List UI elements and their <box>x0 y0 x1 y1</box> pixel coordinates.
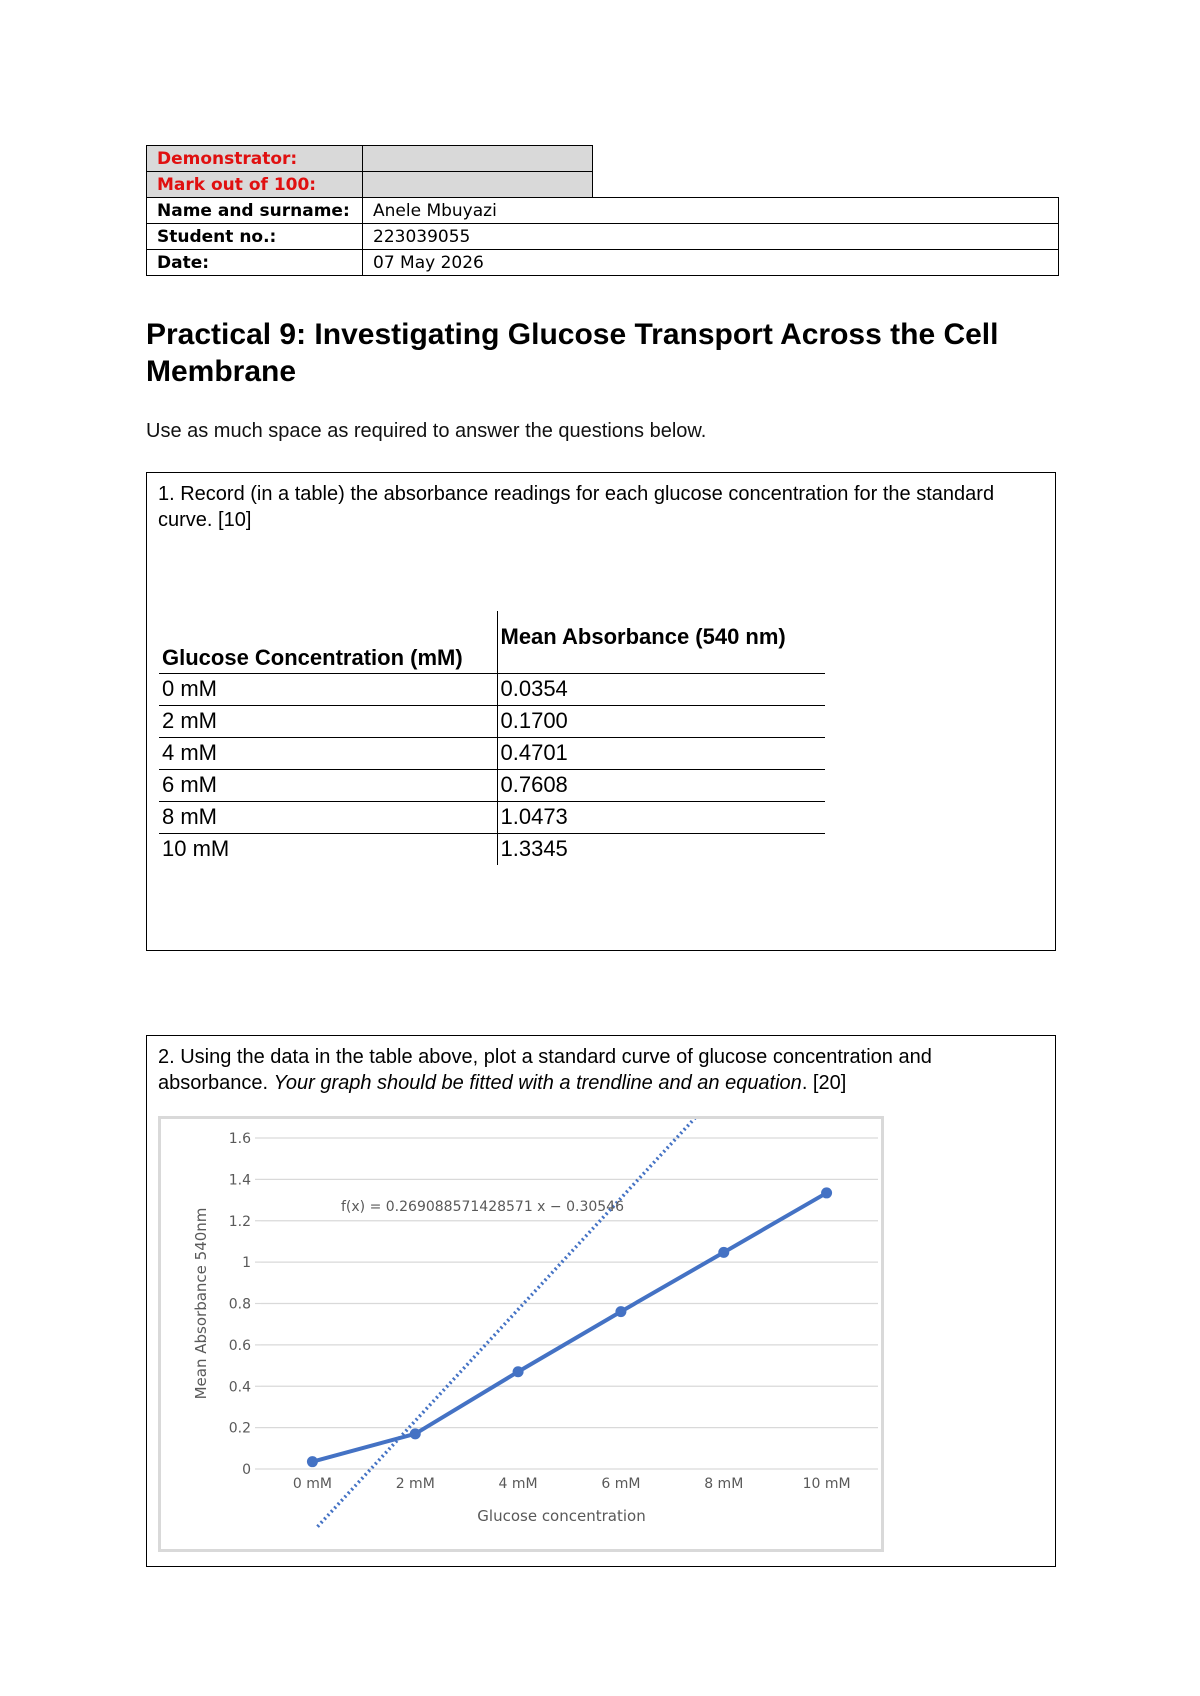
trendline-equation: f(x) = 0.269088571428571 x − 0.30546 <box>341 1199 624 1215</box>
question-2-text <box>147 1036 1055 1104</box>
student-info-table <box>146 145 1059 276</box>
name-label: Name and surname: <box>147 198 363 224</box>
page-title: Practical 9: Investigating Glucose Transport Across the Cell Membrane <box>146 318 999 388</box>
x-tick-label: 0 mM <box>292 1476 332 1492</box>
table-cell: 8 mM <box>159 801 497 833</box>
table-row <box>159 705 825 737</box>
absorbance-table <box>159 611 825 865</box>
question-2-box <box>146 1035 1056 1567</box>
y-tick-label: 1.6 <box>228 1131 251 1147</box>
table-cell: 0 mM <box>159 673 497 705</box>
table-cell: 1.0473 <box>497 801 825 833</box>
column-header: Glucose Concentration (mM) <box>162 644 463 670</box>
instructions: Use as much space as required to answer the questions below. <box>146 420 707 442</box>
table-cell: 6 mM <box>159 769 497 801</box>
table-header-row <box>159 611 825 673</box>
standard-curve-chart <box>158 1116 884 1552</box>
student-no-label: Student no.: <box>147 224 363 250</box>
mark-field[interactable] <box>363 172 593 198</box>
table-cell: 10 mM <box>159 833 497 865</box>
y-tick-label: 1.2 <box>228 1213 251 1230</box>
y-tick-label: 0 <box>242 1462 251 1478</box>
table-cell: 2 mM <box>159 705 497 737</box>
data-point <box>307 1456 318 1467</box>
y-tick-label: 1.4 <box>228 1172 251 1189</box>
table-cell: 0.7608 <box>497 769 825 801</box>
table-cell: 0.4701 <box>497 737 825 769</box>
column-header: Mean Absorbance (540 nm) <box>497 611 825 673</box>
name-row <box>147 198 1059 224</box>
table-row <box>159 801 825 833</box>
y-tick-label: 0.2 <box>228 1420 251 1437</box>
data-point <box>718 1247 729 1258</box>
y-axis-title: Mean Absorbance 540nm <box>192 1207 210 1400</box>
mark-row <box>147 172 1059 198</box>
demonstrator-field[interactable] <box>363 146 593 172</box>
mark-label: Mark out of 100: <box>147 172 363 198</box>
student-no-row <box>147 224 1059 250</box>
table-row <box>159 833 825 865</box>
question-2-text-end: . [20] <box>801 1072 847 1094</box>
question-1-text: 1. Record (in a table) the absorbance readings for each glucose concentration for the standard curve. [10] <box>158 483 995 531</box>
data-point <box>821 1187 832 1198</box>
demonstrator-row <box>147 146 1059 172</box>
table-cell: 4 mM <box>159 737 497 769</box>
date-row <box>147 250 1059 276</box>
x-axis-title: Glucose concentration <box>477 1507 646 1525</box>
question-2-text-plain: 2. Using the data in the table above, plot a standard curve of glucose concentration and absorbance. <box>158 1046 932 1094</box>
data-point <box>410 1428 421 1439</box>
demonstrator-label: Demonstrator: <box>147 146 363 172</box>
y-tick-label: 0.8 <box>228 1296 251 1313</box>
series-line <box>312 1193 826 1462</box>
question-1-box <box>146 472 1056 951</box>
y-tick-label: 0.6 <box>228 1337 251 1354</box>
date-label: Date: <box>147 250 363 276</box>
table-cell: 1.3345 <box>497 833 825 865</box>
y-tick-label: 1 <box>242 1255 251 1272</box>
question-2-text-italic: Your graph should be fitted with a trendline and an equation <box>273 1072 802 1094</box>
table-row <box>159 769 825 801</box>
table-row <box>159 673 825 705</box>
trendline <box>318 1119 827 1527</box>
x-tick-label: 6 mM <box>601 1476 641 1492</box>
table-row <box>159 737 825 769</box>
data-point <box>513 1366 524 1377</box>
x-tick-label: 8 mM <box>704 1476 744 1492</box>
name-field[interactable]: Anele Mbuyazi <box>363 198 1059 224</box>
chart-svg <box>161 1119 881 1549</box>
y-tick-label: 0.4 <box>228 1379 251 1396</box>
x-tick-label: 10 mM <box>802 1476 851 1492</box>
table-cell: 0.1700 <box>497 705 825 737</box>
data-point <box>615 1306 626 1317</box>
student-no-field[interactable]: 223039055 <box>363 224 1059 250</box>
x-tick-label: 2 mM <box>395 1476 435 1492</box>
table-cell: 0.0354 <box>497 673 825 705</box>
date-field[interactable]: 07 May 2026 <box>363 250 1059 276</box>
x-tick-label: 4 mM <box>498 1476 538 1492</box>
